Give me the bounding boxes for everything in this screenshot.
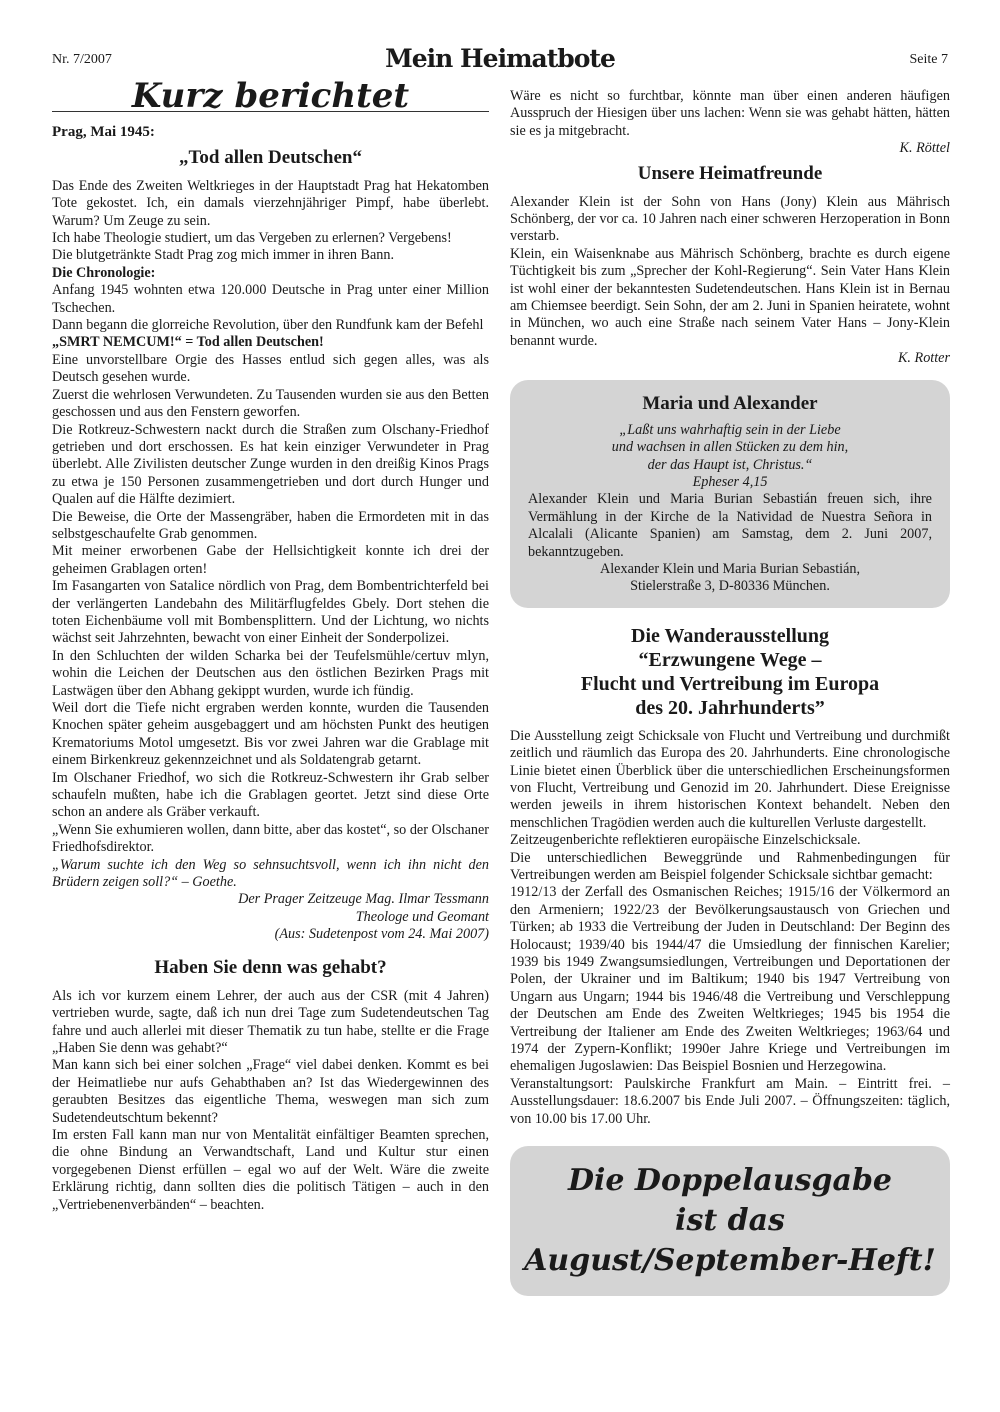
paragraph: Zeitzeugenberichte reflektieren europäische Einzelschicksale. xyxy=(510,832,861,849)
sender-address: Stielerstraße 3, D-80336 München. xyxy=(630,578,830,595)
paragraph: Die Rotkreuz-Schwestern nackt durch die Straßen zum Olschany-Friedhof getrieben und dort erschossen. Es hat kein einziger Verwundeter in Prag überlebt. Alle Zivilisten deutscher Zunge wurden in den dreißig Kinos Prags zu etwa je 150 Personen zusammengetrieben und dort durch Hunger und Qualen auf die Hälfte dezimiert. xyxy=(52,421,489,508)
announcement-body: Alexander Klein und Maria Burian Sebastián freuen sich, ihre Vermählung in der Kirche de la Natividad de Nuestra Señora in Alcalali (Alicante Spanien) am Samstag, dem 2. Juni 2007, bekanntzugeben. xyxy=(528,491,932,560)
paragraph: Ich habe Theologie studiert, um das Vergeben zu erlernen? Vergebens! xyxy=(52,230,452,247)
author-signature: K. Rotter xyxy=(897,350,950,367)
paragraph: 1912/13 der Zerfall des Osmanischen Reiches; 1915/16 der Völkermord an den Armeniern; 1922/23 der Bevölkerungsaustausch von Griechen und Türken; ab 1933 die Vertreibung der Juden in Deutschland: Der Beginn des Holocaust; 1939/40 bis 1944/47 die Umsiedlung der finnischen Karelier; 1939 bis 1949 Zwangsumsiedlungen, Vertreibungen und Deportationen der Polen, der Ukrainer und im Baltikum; 1940 bis 1947 Vertreibung von Ungarn aus Ungarn; 1944 bis 1946/48 die Vertreibung und Verschleppung der Deutschen am Ende des Zweiten Weltkrieges; 1945 bis 1954 die Vertreibung der Italiener am Ende des Zweiten Weltkrieges; 1963/64 und 1974 der Zypern-Konflikt; 1990er Jahre Kriege und Vertreibungen im ehemaligen Jugoslawien: Das Beispiel Bosnien und Herzegowina. xyxy=(510,884,950,1075)
sender-name: Alexander Klein und Maria Burian Sebastián, xyxy=(599,560,861,577)
paragraph: Im Fasangarten von Satalice nördlich von Prag, dem Bombentrichterfeld bei der verlängerten Landebahn des Militärflugfeldes Gbely. Dort stehen die toten Eichenbäume voll mit Bombensplittern. Und der Lichtung, wo nichts wächst seit Jahrzehnten, bewacht von einer Einheit der Sonderpolizei. xyxy=(52,578,489,647)
article-headline-3: Unsere Heimatfreunde xyxy=(637,162,823,184)
goethe-attribution: – Goethe. xyxy=(178,874,237,891)
article-headline: „Tod allen Deutschen“ xyxy=(179,146,362,168)
paragraph: Im ersten Fall kann man nur von Mentalität einfältiger Beamten sprechen, die ohne Bindung an Verwandtschaft, Land und Kultur stur einen vorgegebenen Dienst erfüllen – egal wo auf der Welt. Wäre die zweite Erklärung richtig, dann sollten dies die politisch Tätigen – auch in den „Vertriebenenverbänden“ – beachten. xyxy=(52,1126,489,1213)
author-signature: K. Röttel xyxy=(899,140,950,157)
right-column xyxy=(510,88,950,1296)
dateline: Prag, Mai 1945: xyxy=(52,124,155,141)
chronologie-label: Die Chronologie: xyxy=(52,264,156,281)
goethe-quote-text: „Warum suchte ich den Weg so sehnsuchtsvoll, wenn ich ihn nicht den Brüdern zeigen soll?“ xyxy=(52,856,489,891)
signature-line: Der Prager Zeitzeuge Mag. Ilmar Tessmann xyxy=(238,891,489,908)
paragraph: Die unterschiedlichen Beweggründe und Rahmenbedingungen für Vertreibungen werden am Beispiel folgender Schicksale sichtbar gemacht: xyxy=(510,849,950,883)
paragraph: Dann begann die glorreiche Revolution, über den Rundfunk kam der Befehl xyxy=(52,317,484,334)
masthead-title: Mein Heimatbote xyxy=(385,44,615,73)
notice-line: Die Doppelausgabe xyxy=(567,1163,893,1199)
exhibition-headline-line: des 20. Jahrhunderts” xyxy=(635,696,825,719)
paragraph: Anfang 1945 wohnten etwa 120.000 Deutsche in Prag unter einer Million Tschechen. xyxy=(52,282,489,316)
announcement-title: Maria und Alexander xyxy=(642,392,818,414)
smrt-line: „SMRT NEMCUM!“ = Tod allen Deutschen! xyxy=(52,334,324,351)
notice-line: ist das xyxy=(675,1203,785,1239)
paragraph: Eine unvorstellbare Orgie des Hasses entlud sich gegen alles, was als Deutsch gesehen wurde. xyxy=(52,351,489,386)
continued-paragraph: Wäre es nicht so furchtbar, könnte man über einen anderen häufigen Ausspruch der Hiesigen über uns lachen: Wenn sie was gehabt hätten, hätten sie es ja mitgebracht. xyxy=(510,88,950,139)
bible-quote-line: der das Haupt ist, Christus.“ xyxy=(647,456,813,473)
double-issue-notice xyxy=(510,1146,950,1296)
paragraph: Weil dort die Tiefe nicht ergraben werden konnte, wurden die Tausenden Knochen später geheim ausgebaggert und am höchsten Punkt des heutigen Krematoriums Motol umgesetzt. Bis vor zwei Jahren war die Grablage mit einem Birkenkreuz gekennzeichnet und als Soldatengrab getarnt. xyxy=(52,700,489,769)
page-number: Seite 7 xyxy=(909,52,948,67)
paragraph: Klein, ein Waisenknabe aus Mährisch Schönberg, brachte es durch eigene Tüchtigkeit bis zum „Sprecher der Kohl-Regierung“. Sein Vater Hans Klein ist wohl einer der bekanntesten Sudetendeutschen. Hans Klein ist in Bernau am Chiemsee beerdigt. Sein Sohn, der am 2. Juni in Spanien heiratete, wohnt in München, wo auch eine Straße nach seinem Vater Hans – Jony-Klein benannt wurde. xyxy=(510,245,950,349)
paragraph: Das Ende des Zweiten Weltkrieges in der Hauptstadt Prag hat Hekatomben Tote gekostet. Ich, ein damals vierzehnjähriger Pimpf, habe überlebt. Warum? Um Zeuge zu sein. xyxy=(52,177,489,229)
signature-line: Theologe und Geomant xyxy=(355,908,489,925)
paragraph: Als ich vor kurzem einem Lehrer, der auch aus der CSR (mit 4 Jahren) vertrieben wurde, sagte, daß ich nun drei Tage zum Sudetendeutschen Tag fahre und auch allerlei mit dieser Thematik zu tun habe, stellte er die Frage „Haben Sie denn was gehabt?“ xyxy=(52,987,489,1056)
wedding-announcement-box xyxy=(510,380,950,608)
bible-quote-line: und wachsen in allen Stücken zu dem hin, xyxy=(611,439,849,456)
notice-line: August/September-Heft! xyxy=(524,1243,936,1279)
paragraph: Veranstaltungsort: Paulskirche Frankfurt am Main. – Eintritt frei. – Ausstellungsdauer: 18.6.2007 bis Ende Juli 2007. – Öffnungszeiten: täglich, von 10.00 bis 17.00 Uhr. xyxy=(510,1075,950,1127)
paragraph: Man kann sich bei einer solchen „Frage“ viel dabei denken. Kommt es bei der Heimatliebe nur aufs Gehabthaben an? Ist das Wiedergewinnen des geraubten Besitzes das eigentliche Thema, weswegen man sich zum Sudetendeutschtum bekennt? xyxy=(52,1057,489,1126)
exhibition-headline-line: Die Wanderausstellung xyxy=(631,624,829,647)
exhibition-headline-line: “Erzwungene Wege – xyxy=(638,648,822,671)
paragraph: „Wenn Sie exhumieren wollen, dann bitte, aber das kostet“, so der Olschaner Friedhofsdirektor. xyxy=(52,821,489,856)
goethe-quote xyxy=(52,857,489,892)
paragraph: Die Beweise, die Orte der Massengräber, haben die Ermordeten mit in das selbstgeschaufelte Grab genommen. xyxy=(52,508,489,542)
signature-line: (Aus: Sudetenpost vom 24. Mai 2007) xyxy=(274,926,489,943)
bible-quote-ref: Epheser 4,15 xyxy=(692,473,768,490)
paragraph: Im Olschaner Friedhof, wo sich die Rotkreuz-Schwestern ihr Grab selber schaufeln mußten, habe ich die Grablagen geortet. Jetzt sind diese Orte schon an andere als Gräber verkauft. xyxy=(52,769,489,821)
paragraph: Die blutgetränkte Stadt Prag zog mich immer in ihren Bann. xyxy=(52,247,394,264)
left-column xyxy=(52,76,489,1214)
issue-number: Nr. 7/2007 xyxy=(52,52,112,67)
continued-text xyxy=(510,88,950,140)
paragraph: Die Ausstellung zeigt Schicksale von Flucht und Vertreibung und durchmißt zeitlich und räumlich das Europa des 20. Jahrhunderts. Eine chronologische Linie bietet einen Überblick über die unterschiedlichen Erscheinungsformen von Flucht, Vertreibung und Genozid im 20. Jahrhundert. Diese Ereignisse werden jeweils in ihrem historischen Kontext behandelt. Neben den menschlichen Tragödien werden auch die kulturellen Verluste dargestellt. xyxy=(510,727,950,831)
exhibition-headline-line: Flucht und Vertreibung im Europa xyxy=(580,672,880,695)
article-headline-2: Haben Sie denn was gehabt? xyxy=(154,956,387,978)
bible-quote-line: „Laßt uns wahrhaftig sein in der Liebe xyxy=(619,421,841,438)
page-header xyxy=(52,44,948,76)
section-title: Kurz berichtet xyxy=(52,88,489,112)
paragraph: In den Schluchten der wilden Scharka bei der Teufelsmühle/certuv mlyn, wohin die Leichen der Deutschen aus den östlichen Bezirken Prags mit Lastwägen über den Abhang gekippt wurden, wurde ich fündig. xyxy=(52,647,489,699)
paragraph: Alexander Klein ist der Sohn von Hans (Jony) Klein aus Mährisch Schönberg, der vor ca. 10 Jahren nach einer schweren Herzoperation in Bonn verstarb. xyxy=(510,193,950,245)
paragraph: Mit meiner erworbenen Gabe der Hellsichtigkeit konnte ich drei der geheimen Grablagen orten! xyxy=(52,543,489,577)
paragraph: Zuerst die wehrlosen Verwundeten. Zu Tausenden wurden sie aus den Betten geschossen und aus den Fenstern geworfen. xyxy=(52,386,489,421)
